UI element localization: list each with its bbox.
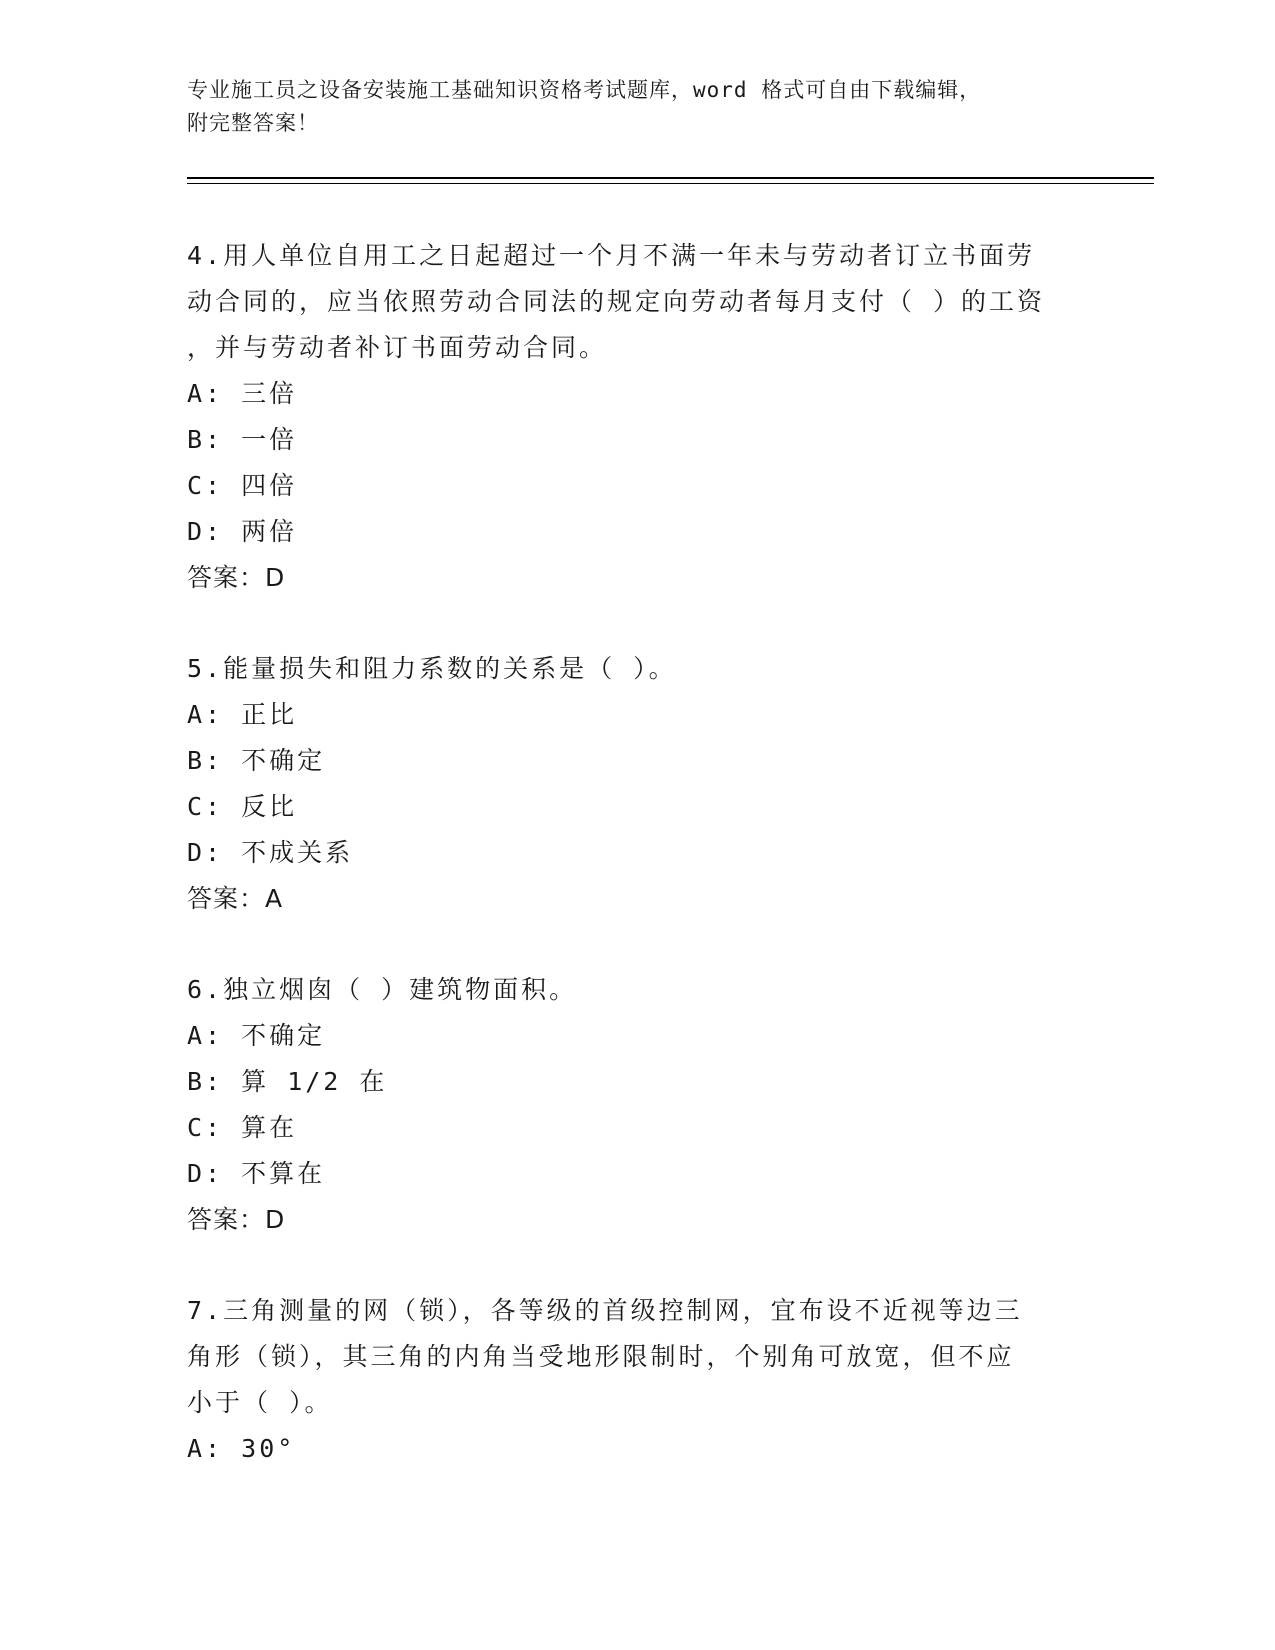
header-line-1: 专业施工员之设备安装施工基础知识资格考试题库，word 格式可自由下载编辑， [187,78,982,102]
option-d: D: 不成关系 [187,838,354,867]
option-c: C: 反比 [187,792,298,821]
question-text-line: 5.能量损失和阻力系数的关系是（ ）。 [187,654,677,683]
question-7 [187,1288,1087,1472]
question-4 [187,233,1087,601]
option-b: B: 不确定 [187,746,326,775]
option-b: B: 一倍 [187,425,298,454]
question-text-line: 6.独立烟囱（ ）建筑物面积。 [187,975,578,1004]
question-text-line: 动合同的，应当依照劳动合同法的规定向劳动者每月支付（ ）的工资 [187,287,1046,316]
option-d: D: 不算在 [187,1159,326,1188]
header-line-2: 附完整答案！ [187,111,319,135]
question-text-line: 7.三角测量的网（锁），各等级的首级控制网，宜布设不近视等边三 [187,1296,1023,1325]
answer-line: 答案：A [187,884,284,913]
document-header [187,74,1087,140]
option-d: D: 两倍 [187,517,298,546]
question-5 [187,646,1087,922]
option-a: A: 三倍 [187,379,298,408]
option-a: A: 不确定 [187,1021,326,1050]
header-divider-thin [187,183,1154,184]
option-a: A: 30° [187,1434,296,1463]
option-c: C: 算在 [187,1113,298,1142]
option-a: A: 正比 [187,700,298,729]
answer-line: 答案：D [187,1205,286,1234]
answer-line: 答案：D [187,563,286,592]
question-text-line: 4.用人单位自用工之日起超过一个月不满一年未与劳动者订立书面劳 [187,241,1036,270]
question-text-line: 小于（ ）。 [187,1388,333,1417]
option-c: C: 四倍 [187,471,298,500]
option-b: B: 算 1/2 在 [187,1067,388,1096]
question-text-line: 角形（锁），其三角的内角当受地形限制时，个别角可放宽，但不应 [187,1342,1015,1371]
question-6 [187,967,1087,1243]
question-text-line: ，并与劳动者补订书面劳动合同。 [187,333,608,362]
question-list [187,233,1087,1517]
header-divider-thick [187,177,1154,179]
